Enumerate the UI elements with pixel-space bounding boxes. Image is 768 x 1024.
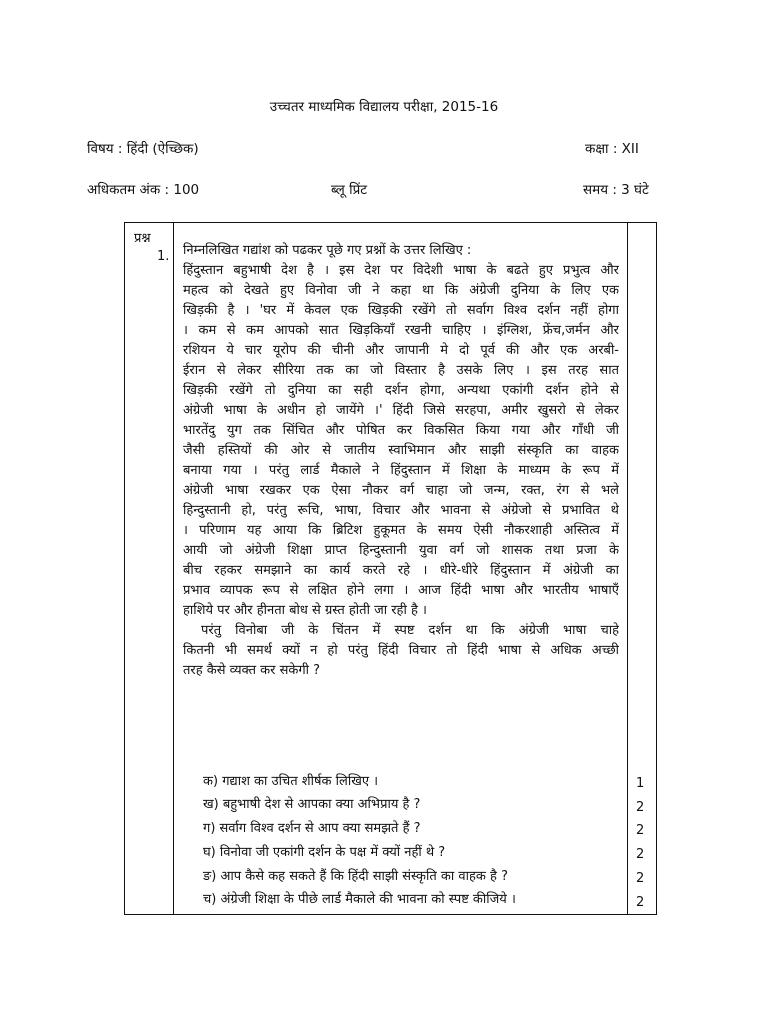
passage-line: हिन्दुस्तानी हो, परंतु रूचि, भाषा, विचार और भावना से अंग्रेजो से प्रभावित थे [183, 503, 619, 518]
passage-line: प्रभाव व्यापक रूप से लक्षित होने लगा । आज हिंदी भाषा और भारतीय भाषाएँ [183, 583, 619, 598]
passage-line: हाशिये पर और हीनता बोध से ग्रस्त होती जा रही है । [183, 603, 427, 618]
passage-line: ईरान से लेकर सीरिया तक का जो विस्तार है उसके लिए । इस तरह सात [183, 363, 619, 378]
passage-line: बीच रहकर समझाने का कार्य करते रहे । धीरे-धीरे हिंदुस्तान में अंग्रेजी का [183, 563, 619, 578]
sub-question: ङ) आप कैसे कह सकते हैं कि हिंदी साझी संस्कृति का वाहक है ? [203, 869, 508, 884]
passage-line: भारतेंदु युग तक सिंचित और पोषित कर विकसित किया गया और गाँधी जी [183, 423, 619, 438]
passage-line: आयी जो अंग्रेजी शिक्षा प्राप्त हिन्दुस्तानी युवा वर्ग जो शासक तथा प्रजा के [183, 543, 619, 558]
table-column-divider [173, 222, 174, 915]
marks-value: 2 [636, 847, 645, 862]
passage-line: हिंदुस्तान बहुभाषी देश है । इस देश पर विदेशी भाषा के बढते हुए प्रभुत्व और [183, 263, 619, 278]
sub-question: ग) सर्वाग विश्व दर्शन से आप क्या समझते हैं ? [203, 821, 421, 836]
passage-line: । कम से कम आपको सात खिड़कियाँ रखनी चाहिए । इंग्लिश, फ्रेंच,जर्मन और [183, 323, 619, 338]
table-column-divider [627, 222, 628, 915]
passage-line: कितनी भी समर्थ क्यों न हो परंतु हिंदी विचार तो हिंदी भाषा से अधिक अच्छी [183, 643, 619, 658]
passage-line: अंग्रेजी भाषा रखकर एक ऐसा नौकर वर्ग चाहा जो जन्म, रक्त, रंग से भले [183, 483, 619, 498]
question-number: 1. [157, 249, 170, 264]
exam-title: उच्चतर माध्यमिक विद्यालय परीक्षा, 2015-16 [269, 99, 499, 115]
max-marks-label: अधिकतम अंक : 100 [87, 182, 200, 198]
question-header: प्रश्न [134, 231, 151, 246]
passage [183, 241, 619, 681]
marks-value: 2 [636, 800, 645, 815]
class-label: कक्षा : XII [585, 141, 639, 157]
table-border-bottom [124, 914, 657, 915]
passage-line: निम्नलिखित गद्यांश को पढकर पूछे गए प्रश्नों के उत्तर लिखिए : [183, 243, 472, 258]
passage-line: रशियन ये चार यूरोप की चीनी और जापानी मे दो पूर्व की और एक अरबी- [183, 343, 619, 358]
table-border-right [656, 222, 657, 915]
marks-value: 2 [636, 895, 645, 910]
subject-label: विषय : हिंदी (ऐच्छिक) [87, 141, 199, 157]
marks-value: 1 [636, 776, 645, 791]
blueprint-label: ब्लू प्रिंट [331, 182, 368, 198]
passage-line: महत्व को देखते हुए विनोवा जी ने कहा था कि अंग्रेजी दुनिया के लिए एक [183, 283, 619, 298]
passage-line: खिड़की रखेंगे तो दुनिया का सही दर्शन होगा, अन्यथा एकांगी दर्शन होने से [183, 383, 619, 398]
time-label: समय : 3 घंटे [583, 182, 649, 198]
marks-value: 2 [636, 823, 645, 838]
passage-line: बनाया गया । परंतु लार्ड मैकाले ने हिंदुस्तान में शिक्षा के माध्यम के रूप में [183, 463, 619, 478]
passage-line: तरह कैसे व्यक्त कर सकेगी ? [183, 663, 321, 678]
sub-question: च) अंग्रेजी शिक्षा के पीछे लार्ड मैकाले की भावना को स्पष्ट कीजिये । [203, 892, 516, 907]
sub-question: ख) बहुभाषी देश से आपका क्या अभिप्राय है ? [203, 797, 421, 812]
table-border-top [124, 222, 657, 223]
sub-question: घ) विनोवा जी एकांगी दर्शन के पक्ष में क्यों नहीं थे ? [203, 845, 446, 860]
passage-line: । परिणाम यह आया कि ब्रिटिश हुकूमत के समय ऐसी नौकरशाही अस्तित्व में [183, 523, 619, 538]
passage-line: जैसी हस्तियों की ओर से जातीय स्वाभिमान और साझी संस्कृति का वाहक [183, 443, 619, 458]
marks-value: 2 [636, 871, 645, 886]
passage-line: परंतु विनोबा जी के चिंतन में स्पष्ट दर्शन था कि अंग्रेजी भाषा चाहे [201, 623, 619, 638]
table-border-left [124, 222, 125, 915]
passage-line: अंग्रेजी भाषा के अधीन हो जायेंगे ।' हिंदी जिसे सरहपा, अमीर खुसरो से लेकर [183, 403, 619, 418]
passage-line: खिड़की है । 'घर में केवल एक खिड़की रखेंगे तो सर्वाग विश्व दर्शन नहीं होगा [183, 303, 619, 318]
sub-question: क) गद्याश का उचित शीर्षक लिखिए । [203, 774, 379, 789]
